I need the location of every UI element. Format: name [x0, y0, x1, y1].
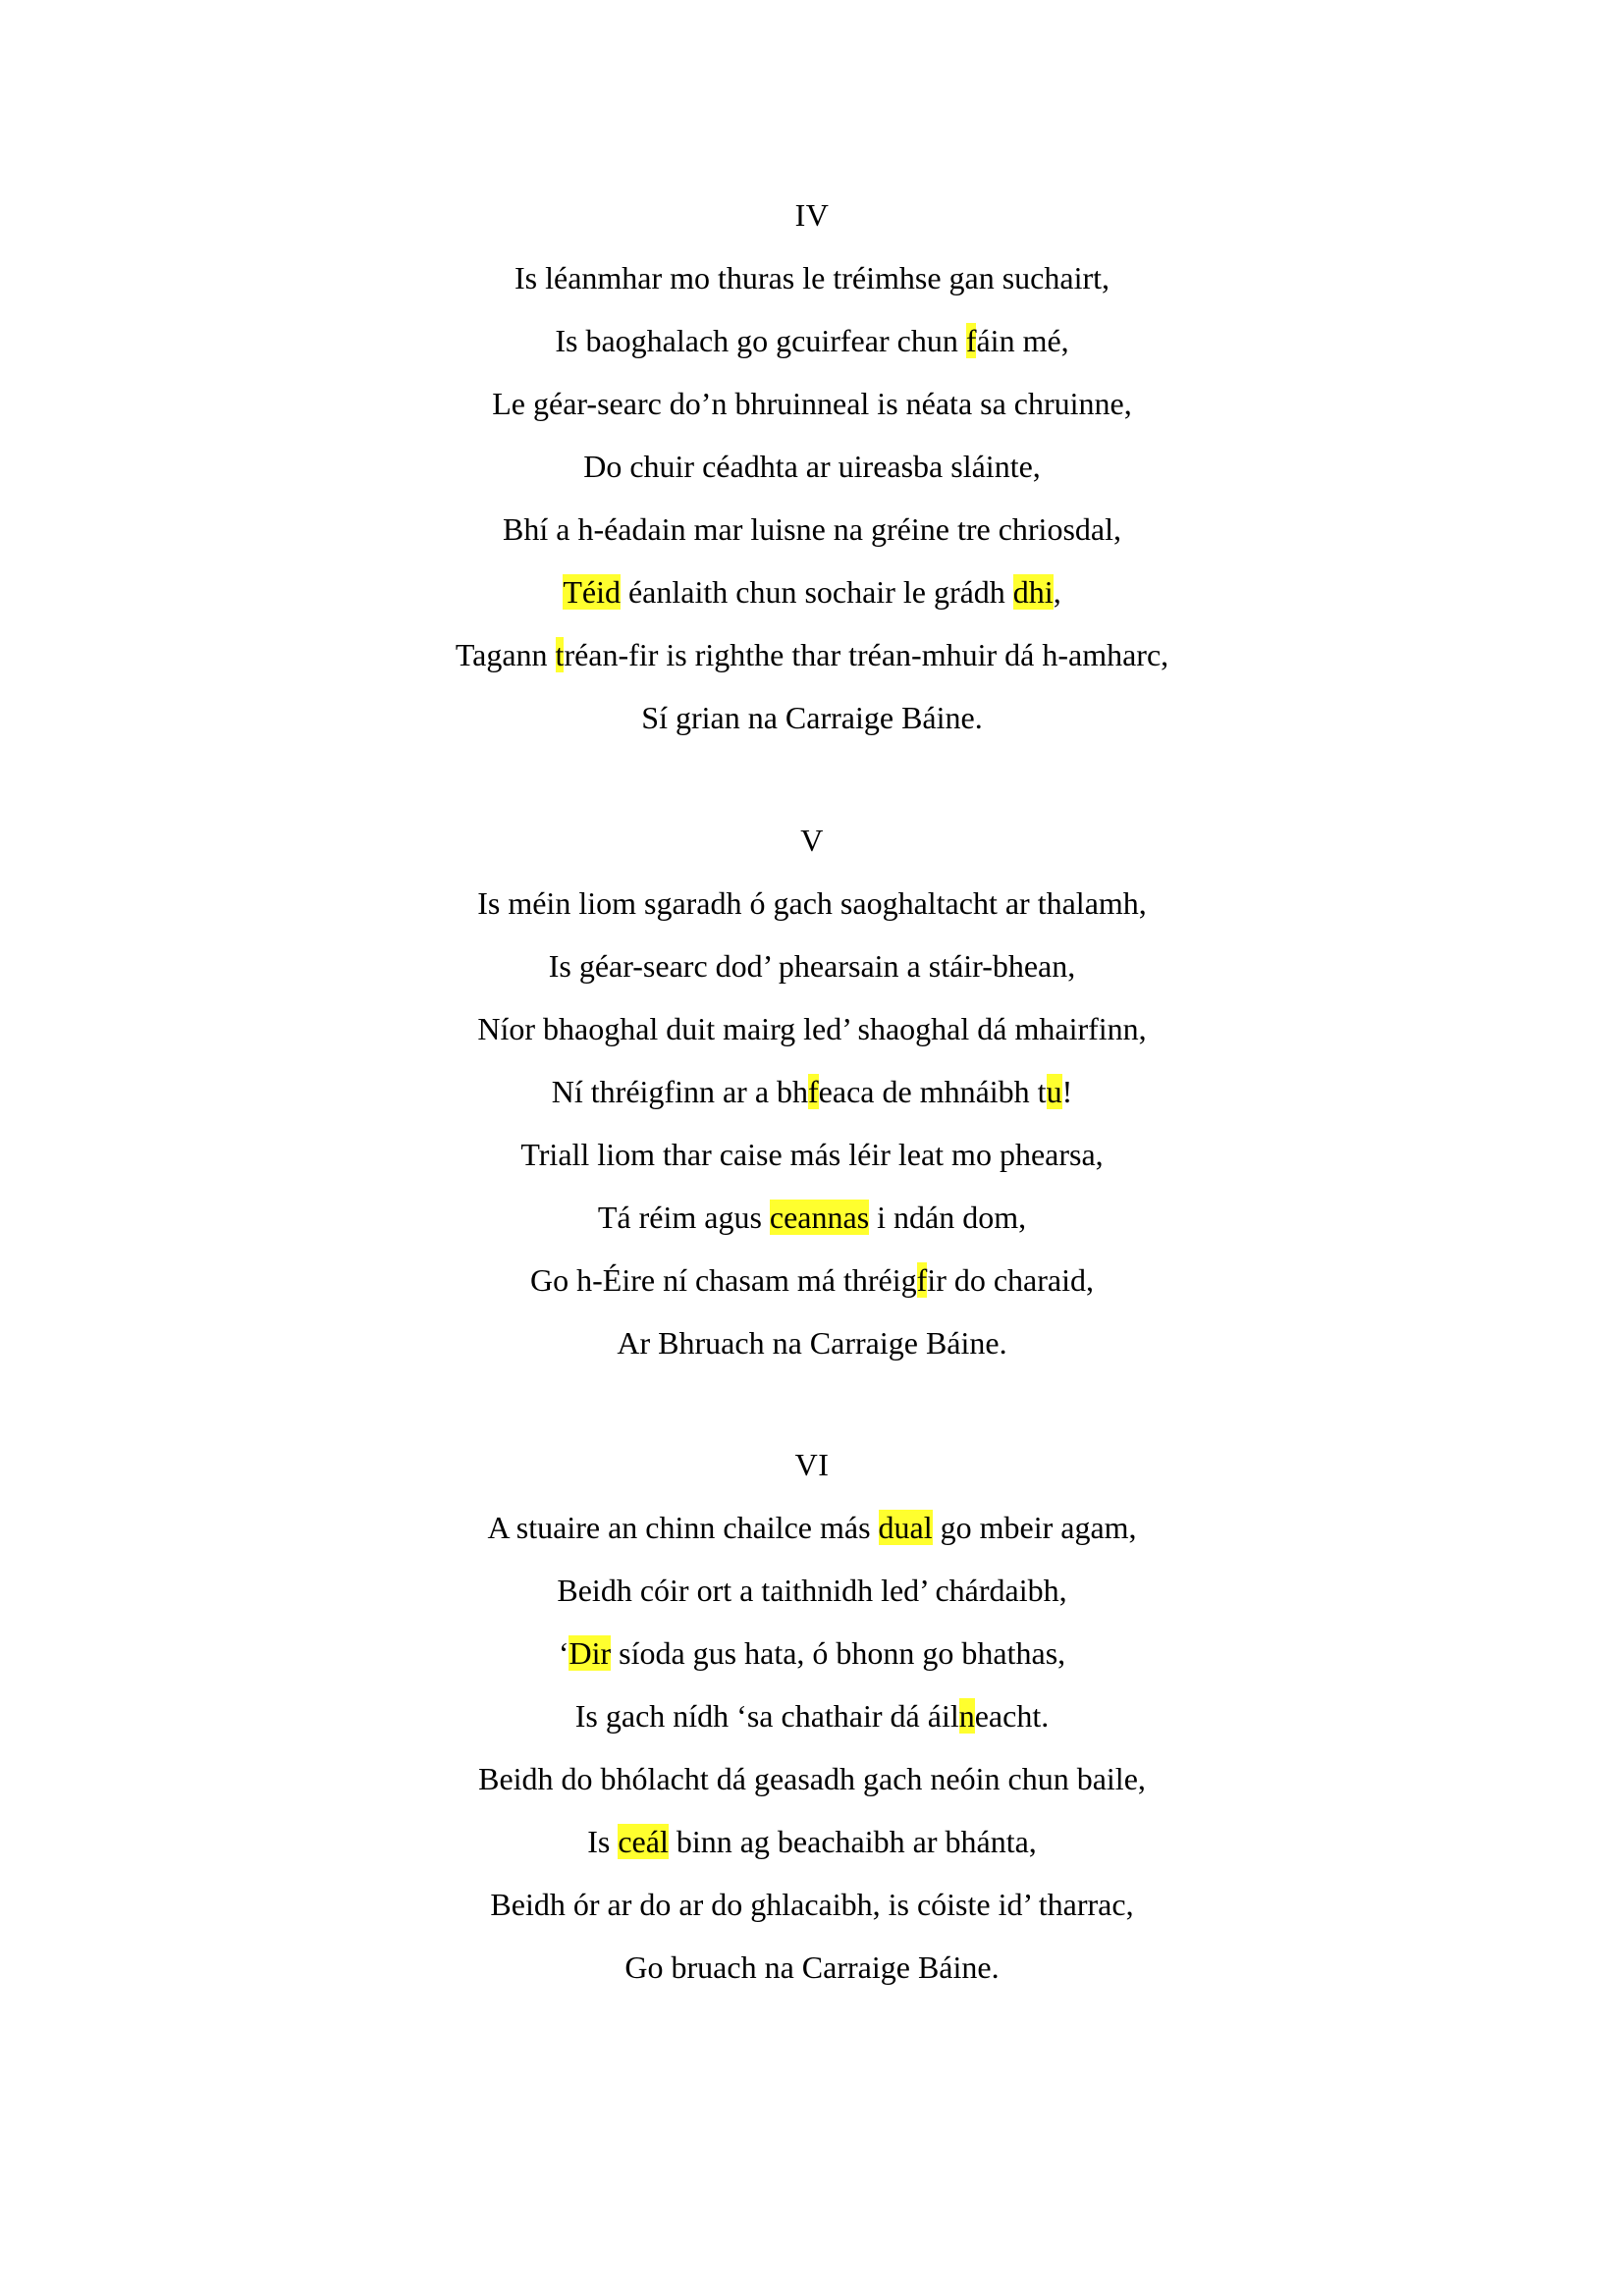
stanza-iv [0, 199, 1624, 733]
verse-text: i ndán dom, [869, 1200, 1027, 1235]
highlighted-text: f [965, 323, 977, 358]
stanza-vi [0, 1449, 1624, 1983]
verse-text: réan-fir is righthe thar tréan-mhuir dá h-amharc, [564, 637, 1169, 672]
verse-text: Níor bhaoghal duit mairg led’ shaoghal dá mhairfinn, [477, 1011, 1147, 1046]
verse-text: Triall liom thar caise más léir leat mo phearsa, [520, 1137, 1104, 1172]
verse-text: Do chuir céadhta ar uireasba sláinte, [583, 449, 1041, 484]
highlighted-text: Dir [568, 1635, 612, 1671]
verse-text: áin mé, [976, 323, 1069, 358]
verse-text: ! [1061, 1074, 1073, 1109]
verse-line [0, 1700, 1624, 1732]
verse-text: Is léanmhar mo thuras le tréimhse gan suchairt, [514, 260, 1110, 295]
verse-text: Go h-Éire ní chasam má thréig [530, 1262, 917, 1298]
verse-line [0, 388, 1624, 419]
verse-text: Sí grian na Carraige Báine. [641, 700, 983, 735]
verse-text: Tagann [455, 637, 556, 672]
highlighted-text: u [1046, 1074, 1062, 1109]
verse-text: Is [587, 1824, 619, 1859]
verse-line [0, 1512, 1624, 1543]
verse-line [0, 1076, 1624, 1107]
verse-text: ir do charaid, [927, 1262, 1094, 1298]
verse-text: Ar Bhruach na Carraige Báine. [617, 1325, 1007, 1361]
verse-text: go mbeir agam, [932, 1510, 1137, 1545]
stanza-number: VI [794, 1447, 830, 1482]
highlighted-text: dhi [1012, 574, 1054, 610]
verse-text: Is géar-searc dod’ phearsain a stáir-bhean, [548, 948, 1076, 984]
verse-line [0, 1637, 1624, 1669]
verse-text: Beidh cóir ort a taithnidh led’ chárdaibh, [557, 1573, 1067, 1608]
verse-line [0, 262, 1624, 294]
verse-line [0, 702, 1624, 733]
verse-line [0, 887, 1624, 919]
verse-text: binn ag beachaibh ar bhánta, [668, 1824, 1037, 1859]
verse-text: Go bruach na Carraige Báine. [624, 1949, 1000, 1985]
highlighted-text: dual [878, 1510, 933, 1545]
highlighted-text: Téid [563, 574, 621, 610]
verse-text: síoda gus hata, ó bhonn go bhathas, [611, 1635, 1066, 1671]
highlighted-text: f [808, 1074, 819, 1109]
verse-line [0, 1327, 1624, 1359]
verse-text: Bhí a h-éadain mar luisne na gréine tre chriosdal, [503, 511, 1121, 547]
verse-text: A stuaire an chinn chailce más [487, 1510, 879, 1545]
verse-line [0, 1201, 1624, 1233]
verse-text: Tá réim agus [597, 1200, 770, 1235]
verse-line [0, 1889, 1624, 1920]
stanza-v [0, 825, 1624, 1359]
verse-line [0, 576, 1624, 608]
stanza-number: V [800, 823, 824, 858]
highlighted-text: ceál [618, 1824, 669, 1859]
stanza-number: IV [794, 197, 830, 233]
verse-line [0, 1264, 1624, 1296]
verse-text: ‘ [558, 1635, 569, 1671]
verse-line [0, 1826, 1624, 1857]
verse-line [0, 1951, 1624, 1983]
verse-text: éanlaith chun sochair le grádh [620, 574, 1013, 610]
verse-line [0, 451, 1624, 482]
highlighted-text: t [555, 637, 565, 672]
verse-text: Beidh do bhólacht dá geasadh gach neóin chun baile, [478, 1761, 1146, 1796]
verse-line [0, 1763, 1624, 1794]
verse-line [0, 513, 1624, 545]
highlighted-text: f [916, 1262, 928, 1298]
verse-line [0, 1013, 1624, 1044]
verse-text: Is baoghalach go gcuirfear chun [555, 323, 966, 358]
verse-line [0, 950, 1624, 982]
verse-line [0, 1139, 1624, 1170]
verse-text: eaca de mhnáibh t [818, 1074, 1047, 1109]
verse-line [0, 1575, 1624, 1606]
verse-text: Beidh ór ar do ar do ghlacaibh, is cóiste id’ tharrac, [490, 1887, 1134, 1922]
verse-line [0, 325, 1624, 356]
verse-text: Is gach nídh ‘sa chathair dá áil [574, 1698, 959, 1734]
highlighted-text: n [958, 1698, 975, 1734]
verse-text: , [1053, 574, 1061, 610]
verse-text: eacht. [974, 1698, 1050, 1734]
verse-text: Is méin liom sgaradh ó gach saoghaltacht ar thalamh, [477, 885, 1147, 921]
verse-line [0, 639, 1624, 670]
verse-text: Ní thréigfinn ar a bh [551, 1074, 809, 1109]
verse-text: Le géar-searc do’n bhruinneal is néata sa chruinne, [492, 386, 1132, 421]
highlighted-text: ceannas [769, 1200, 870, 1235]
